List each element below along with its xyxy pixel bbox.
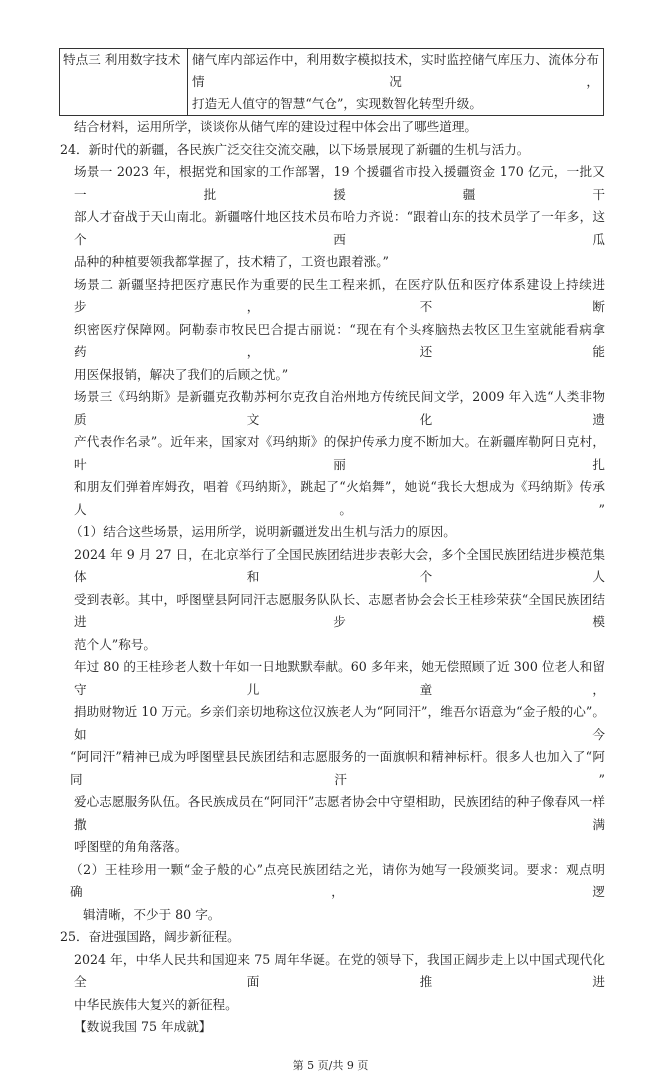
- q25-title: 25．奋进强国路，阔步新征程。: [60, 929, 240, 944]
- scene3-line: 场景三《玛纳斯》是新疆克孜勒苏柯尔克孜自治州地方传统民间文学，2009 年入选“人类非物质文化遗: [74, 389, 605, 427]
- sub-question-1: （1）结合这些场景，运用所学，说明新疆迸发出生机与活力的原因。: [70, 524, 456, 539]
- page-footer: 第 5 页/共 9 页: [292, 1058, 369, 1072]
- scene1-line: 部人才奋战于天山南北。新疆喀什地区技术员布哈力齐说：“跟着山东的技术员学了一年多，这个西瓜: [74, 209, 605, 247]
- desc-line: 打造无人值守的智慧“气仓”，实现数智化转型升级。: [192, 96, 482, 111]
- feature-label: 特点三 利用数字技术: [60, 49, 188, 115]
- para1-line: 2024 年 9 月 27 日，在北京举行了全国民族团结进步表彰大会，多个全国民族团结进步模范集体和个人: [74, 546, 605, 584]
- scene1-line: 场景一 2023 年，根据党和国家的工作部署，19 个援疆省市投入援疆资金 170 亿元，一批又一批援疆干: [74, 164, 605, 202]
- scene1-line: 品种的种植要领我都掌握了，技术精了，工资也跟着涨。”: [74, 254, 389, 269]
- page-content: [60, 48, 605, 1039]
- q25-para-line: 2024 年，中华人民共和国迎来 75 周年华诞。在党的领导下，我国正阔步走上以中国式现代化全面推进: [74, 951, 605, 989]
- feature-description: [188, 49, 603, 115]
- para2-line: 年过 80 的王桂珍老人数十年如一日地默默奉献。60 多年来，她无偿照顾了近 300 位老人和留守儿童，: [74, 659, 605, 697]
- q23-prompt: 结合材料，运用所学，谈谈你从储气库的建设过程中体会出了哪些道理。: [74, 119, 477, 134]
- scene2-line: 场景二 新疆坚持把医疗惠民作为重要的民生工程来抓，在医疗队伍和医疗体系建设上持续进步，不断: [74, 276, 605, 314]
- para1-line: 范个人”称号。: [74, 636, 157, 652]
- para2-line: “阿同汗”精神已成为呼图壁县民族团结和志愿服务的一面旗帜和精神标杆。很多人也加入了“阿同汗”: [70, 749, 605, 787]
- scene3-line: 产代表作名录”。近年来，国家对《玛纳斯》的保护传承力度不断加大。在新疆库勒阿日克村，叶丽扎: [74, 434, 605, 472]
- para2-line: 爱心志愿服务队伍。各民族成员在“阿同汗”志愿者协会中守望相助，民族团结的种子像春风一样撒满: [74, 794, 605, 832]
- scene3-line: 和朋友们弹着库姆孜，唱着《玛纳斯》，跳起了“火焰舞”，她说“我长大想成为《玛纳斯》传承人。”: [74, 479, 605, 517]
- scene2-line: 用医保报销，解决了我们的后顾之忧。”: [74, 366, 289, 382]
- sub-question-2-cont: 辑清晰，不少于 80 字。: [83, 906, 221, 922]
- feature-table: [59, 48, 604, 116]
- sub-question-2: （2）王桂珍用一颗“金子般的心”点亮民族团结之光，请你为她写一段颁奖词。要求：观点明确，逻: [70, 861, 605, 899]
- q25-section-heading: 【数说我国 75 年成就】: [74, 1019, 212, 1034]
- para2-line: 呼图壁的角角落落。: [74, 839, 188, 854]
- para1-line: 受到表彰。其中，呼图壁县阿同汗志愿服务队队长、志愿者协会会长王桂珍荣获“全国民族团结进步模: [74, 591, 605, 629]
- q25-para-line: 中华民族伟大复兴的新征程。: [74, 996, 238, 1012]
- para2-line: 捐助财物近 10 万元。乡亲们亲切地称这位汉族老人为“阿同汗”，维吾尔语意为“金子般的心”。如今: [74, 704, 605, 742]
- q24-title: 24．新时代的新疆，各民族广泛交往交流交融，以下场景展现了新疆的生机与活力。: [60, 141, 530, 157]
- desc-line: 储气库内部运作中，利用数字模拟技术，实时监控储气库压力、流体分布情况，: [192, 52, 599, 89]
- scene2-line: 织密医疗保障网。阿勒泰市牧民巴合提古丽说：“现在有个头疼脑热去牧区卫生室就能看病拿药，还能: [74, 321, 605, 359]
